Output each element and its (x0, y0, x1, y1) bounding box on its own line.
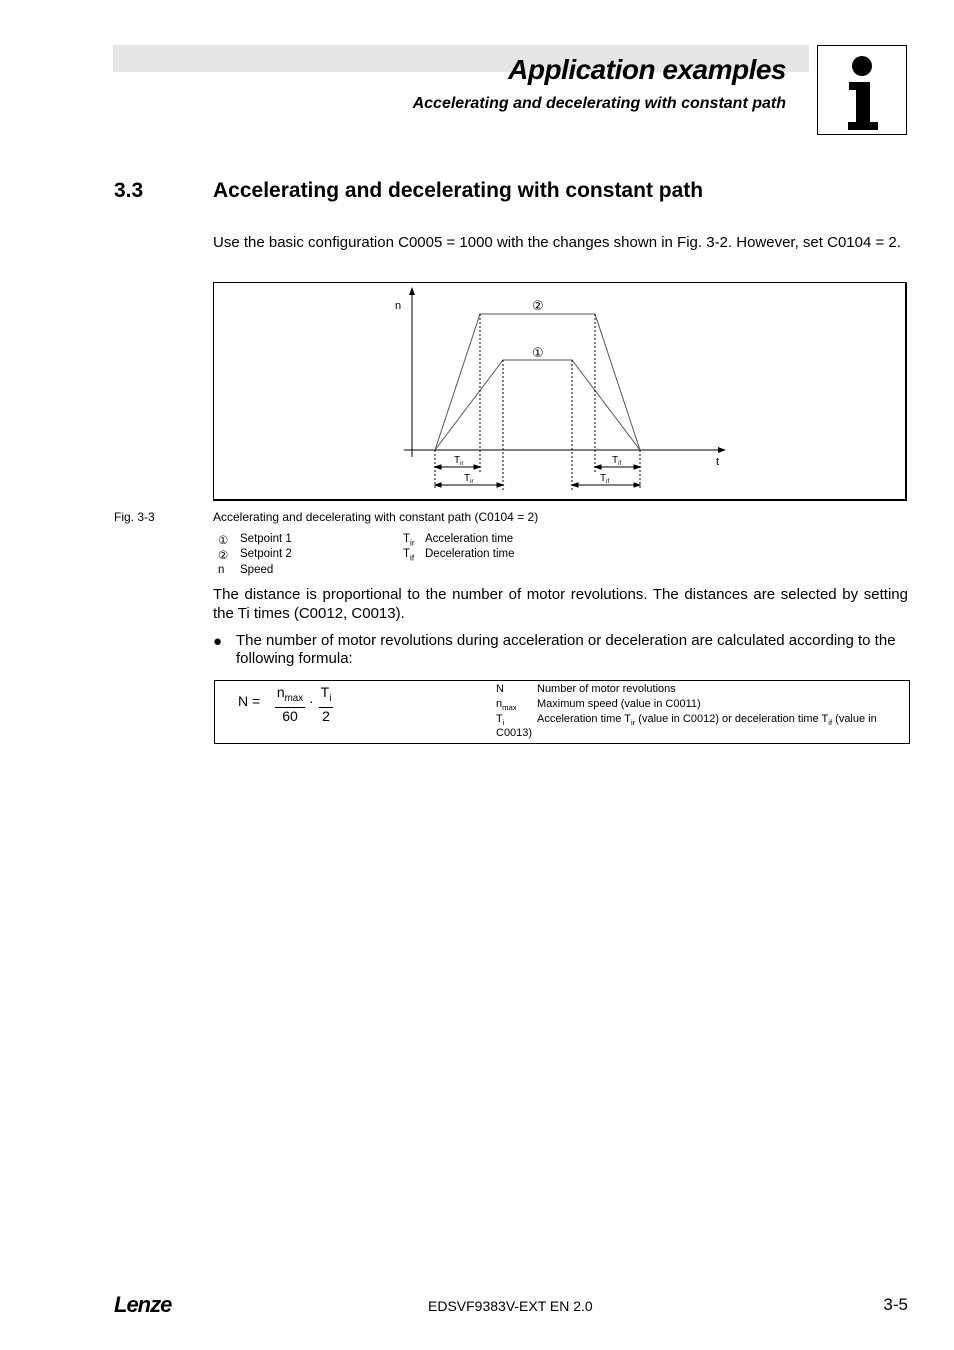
formula-def-text: Acceleration time $T_{ir}$ (value in C0012) or deceleration time $T_{if}$ (value in (537, 713, 877, 728)
page-number: 3-5 (883, 1295, 908, 1314)
y-axis-arrow (409, 287, 415, 295)
x-axis-label: t (716, 456, 720, 468)
legend-text: Speed (240, 564, 274, 576)
bullet-icon: ● (213, 633, 223, 650)
legend-text: Setpoint 1 (240, 533, 292, 545)
formula-fraction-2: $T_i$ 2 (320, 684, 332, 724)
formula-lhs: N = (238, 693, 261, 709)
formula-dot: · (309, 693, 314, 709)
formula-def-continuation: C0013) (496, 727, 533, 739)
legend-symbol: ① (218, 535, 229, 547)
lenze-logo: Lenze (114, 1292, 172, 1317)
legend-left (218, 533, 388, 583)
bullet-text: The number of motor revolutions during acceleration or deceleration are calculated according to the following formula: (236, 632, 896, 667)
tif-long-label: $T_{if}$ (600, 473, 610, 485)
legend-text: Setpoint 2 (240, 548, 292, 560)
legend-right (403, 533, 603, 569)
setpoint-1-marker: ① (532, 346, 544, 361)
document-id: EDSVF9383V-EXT EN 2.0 (428, 1298, 593, 1314)
intro-paragraph: Use the basic configuration C0005 = 1000 with the changes shown in Fig. 3-2. However, set C0104 = 2. (213, 234, 901, 251)
legend-symbol: $T_{ir}$ (403, 533, 415, 548)
formula-box (214, 680, 910, 744)
legend-text: Acceleration time (425, 533, 514, 545)
formula-def-text: Maximum speed (value in C0011) (537, 698, 701, 710)
formula-def-symbol: $T_i$ (496, 713, 505, 728)
formula-def-symbol: $n_{max}$ (496, 698, 517, 713)
formula-def-text: Number of motor revolutions (537, 683, 676, 695)
section-number: 3.3 (114, 179, 144, 202)
legend-symbol: $T_{if}$ (403, 548, 415, 563)
profile-setpoint-1 (435, 360, 640, 450)
formula-fraction-1: $n_{max}$ 60 (276, 684, 304, 724)
figure-box (213, 282, 907, 501)
tir-short-label: $T_{ir}$ (454, 455, 464, 467)
speed-profile-diagram (214, 283, 906, 500)
setpoint-2-marker: ② (532, 299, 544, 314)
formula-def-symbol: N (496, 683, 504, 695)
page-subtitle: Accelerating and decelerating with constant path (412, 95, 786, 112)
figure-caption: Accelerating and decelerating with constant path (C0104 = 2) (213, 510, 539, 524)
section-title: Accelerating and decelerating with constant path (213, 179, 704, 202)
legend-symbol: n (218, 564, 225, 576)
x-axis-arrow (718, 447, 726, 453)
info-icon (817, 45, 907, 135)
body-paragraph: The distance is proportional to the number of motor revolutions. The distances are selected by setting the Ti times (C0012, C0013). (213, 586, 908, 622)
page-title: Application examples (508, 54, 786, 85)
y-axis-label: n (395, 300, 402, 312)
tir-long-label: $T_{ir}$ (464, 473, 474, 485)
figure-label: Fig. 3-3 (114, 510, 155, 524)
legend-text: Deceleration time (425, 548, 515, 560)
legend-symbol: ② (218, 550, 229, 562)
tif-short-label: $T_{if}$ (612, 455, 622, 467)
profile-setpoint-2 (435, 314, 640, 450)
